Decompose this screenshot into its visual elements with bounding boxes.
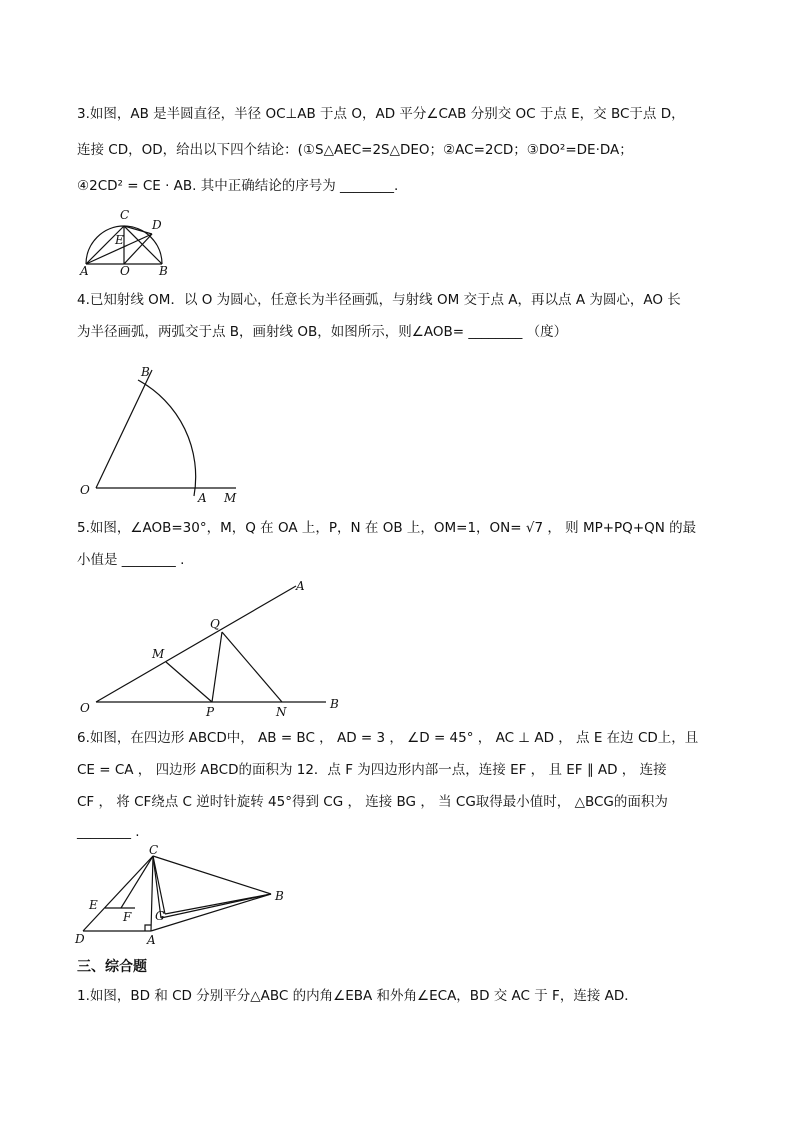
label-d: D [152,218,162,232]
label-m: M [152,647,165,661]
q4-text-line2: 为半径画弧，两弧交于点 B，画射线 OB，如图所示，则∠AOB= ________ （度） [77,324,568,340]
arc-from-o [138,380,196,496]
segment-ab [151,894,271,931]
q3-text-line2: 连接 CD，OD，给出以下四个结论：(①S△AEC=2S△DEO；②AC=2CD；③DO²=DE·DA； [77,142,633,158]
segment-aux-b [161,894,271,918]
section3-q1-text: 1.如图，BD 和 CD 分别平分△ABC 的内角∠EBA 和外角∠ECA，BD 交 AC 于 F，连接 AD． [77,988,638,1004]
segment-qn [222,632,282,702]
q6-quadrilateral-figure [75,843,300,947]
label-b: B [159,264,168,278]
label-c: C [120,208,130,222]
q3-text-line1: 3.如图，AB 是半圆直径，半径 OC⊥AB 于点 O，AD 平分∠CAB 分别交 OC 于点 E，交 BC于点 D， [77,106,685,122]
q3-semicircle-figure [78,208,178,278]
label-n: N [276,705,287,719]
ray-oa [96,586,296,702]
label-e: E [115,233,124,247]
segment-cf [121,856,153,908]
label-a: A [296,579,305,593]
q6-text-line1: 6.如图，在四边形 ABCD中， AB = BC ， AD = 3 ， ∠D = 45° ， AC ⊥ AD ， 点 E 在边 CD上，且 [77,730,699,746]
label-b: B [141,365,150,379]
q5-text-line1: 5.如图，∠AOB=30°，M，Q 在 OA 上，P，N 在 OB 上，OM=1，ON= √7 ， 则 MP+PQ+QN 的最 [77,520,697,536]
label-d: D [75,932,85,946]
segment-mp [166,662,212,702]
segment-ca [151,856,153,931]
label-q: Q [210,617,220,631]
q4-ray-figure [78,360,248,510]
right-angle-mark [145,925,151,931]
label-e: E [89,898,98,912]
segment-cb [153,856,271,894]
ray-ob [96,370,152,488]
label-p: P [206,705,215,719]
section-heading: 三、综合题 [77,959,147,975]
label-a: A [147,933,156,947]
label-o: O [120,264,130,278]
q6-text-line3: CF ， 将 CF绕点 C 逆时针旋转 45°得到 CG ， 连接 BG ， 当 CG取得最小值时， △BCG的面积为 [77,794,668,810]
segment-dc [83,856,153,931]
label-a: A [80,264,89,278]
label-g: G [155,909,165,923]
label-c: C [149,843,159,857]
q4-text-line1: 4.已知射线 OM．以 O 为圆心，任意长为半径画弧，与射线 OM 交于点 A，再以点 A 为圆心，AO 长 [77,292,681,308]
label-b: B [330,697,339,711]
label-f: F [123,910,132,924]
label-o: O [80,483,90,497]
label-a: A [198,491,207,505]
q6-text-line4: ________ . [77,824,140,840]
label-b: B [275,889,284,903]
label-o: O [80,701,90,715]
q3-text-line3: ④2CD² = CE · AB. 其中正确结论的序号为 ________. [77,178,399,194]
q5-angle-figure [78,576,358,721]
q6-text-line2: CE = CA ， 四边形 ABCD的面积为 12．点 F 为四边形内部一点，连接 EF ， 且 EF ∥ AD ， 连接 [77,762,667,778]
label-m: M [224,491,237,505]
segment-pq [212,632,222,702]
q5-text-line2: 小值是 ________ . [77,552,185,568]
